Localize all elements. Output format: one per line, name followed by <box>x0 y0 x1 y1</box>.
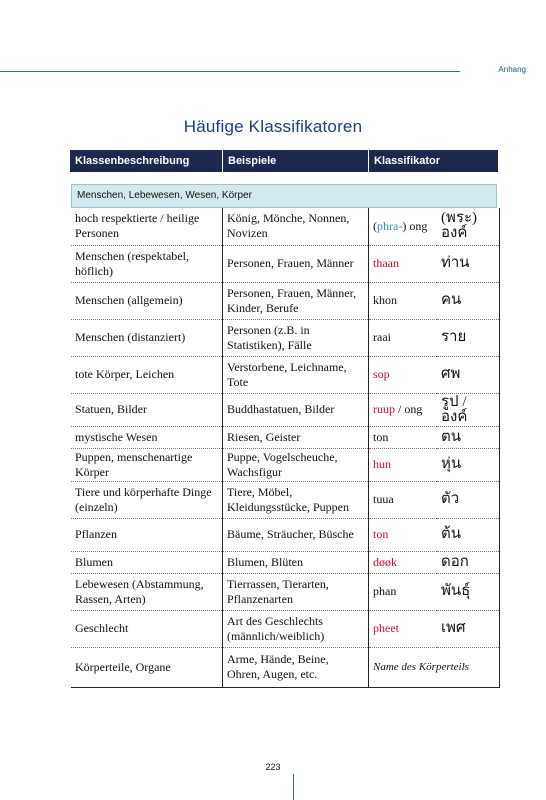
classifier-note: Name des Körperteils <box>369 647 500 687</box>
table-row <box>71 573 500 610</box>
classifier-thai: เพศ <box>437 610 500 647</box>
classifier-table <box>71 208 500 688</box>
page-title: Häufige Klassifikatoren <box>183 117 363 136</box>
examples: Riesen, Geister <box>223 426 369 448</box>
class-description: mystische Wesen <box>71 426 223 448</box>
class-description: tote Körper, Leichen <box>71 356 223 393</box>
classifier-thai: ท่าน <box>437 245 500 282</box>
examples: König, Mönche, Nonnen, Novizen <box>223 208 369 245</box>
table-row <box>71 647 500 687</box>
classifier-thai: ตน <box>437 426 500 448</box>
classifier-thai: (พระ) องค์ <box>437 208 500 245</box>
classifier-thai: หุ่น <box>437 448 500 481</box>
classifier-transliteration <box>369 282 438 319</box>
examples: Buddhastatuen, Bilder <box>223 393 369 426</box>
transliteration-part: ruup <box>373 402 395 416</box>
transliteration-part: hun <box>373 457 391 471</box>
section-heading: Menschen, Lebewesen, Wesen, Körper <box>71 184 497 208</box>
header-rule <box>0 71 460 72</box>
classifier-thai: ศพ <box>437 356 500 393</box>
classifier-thai: คน <box>437 282 500 319</box>
classifier-transliteration <box>369 551 438 573</box>
class-description: Menschen (distanziert) <box>71 319 223 356</box>
table-row <box>71 319 500 356</box>
classifier-transliteration <box>369 319 438 356</box>
class-description: Körperteile, Organe <box>71 647 223 687</box>
classifier-transliteration <box>369 208 438 245</box>
table-row <box>71 448 500 481</box>
classifier-transliteration <box>369 573 438 610</box>
classifier-thai: พันธุ์ <box>437 573 500 610</box>
classifier-thai: ดอก <box>437 551 500 573</box>
examples: Blumen, Blüten <box>223 551 369 573</box>
examples: Tiere, Möbel, Kleidungsstücke, Puppen <box>223 481 369 518</box>
class-description: Lebewesen (Abstammung, Rassen, Arten) <box>71 573 223 610</box>
footer-rule <box>293 774 294 800</box>
section-label: Anhang <box>498 65 526 74</box>
class-description: hoch respektierte / heilige Personen <box>71 208 223 245</box>
class-description: Geschlecht <box>71 610 223 647</box>
classifier-thai: ตัว <box>437 481 500 518</box>
class-description: Menschen (respektabel, höflich) <box>71 245 223 282</box>
transliteration-part: pheet <box>373 621 399 635</box>
table-row <box>71 610 500 647</box>
classifier-transliteration <box>369 610 438 647</box>
transliteration-part: phra- <box>377 218 403 233</box>
classifier-thai: รูป / องค์ <box>437 393 500 426</box>
page-number: 223 <box>265 762 281 772</box>
class-description: Tiere und körperhafte Dinge (einzeln) <box>71 481 223 518</box>
transliteration-part: raai <box>373 330 391 344</box>
transliteration-part: døøk <box>373 554 397 569</box>
classifier-transliteration <box>369 448 438 481</box>
transliteration-part: tuua <box>373 492 394 506</box>
examples: Personen, Frauen, Männer, Kinder, Berufe <box>223 282 369 319</box>
table-header <box>70 150 498 172</box>
transliteration-part: ton <box>373 429 389 444</box>
table-row <box>71 245 500 282</box>
examples: Personen (z.B. in Statistiken), Fälle <box>223 319 369 356</box>
class-description: Blumen <box>71 551 223 573</box>
transliteration-part: ( <box>373 218 377 233</box>
examples: Art des Geschlechts (männlich/weiblich) <box>223 610 369 647</box>
examples: Tierrassen, Tierarten, Pflanzenarten <box>223 573 369 610</box>
column-header: Klassenbeschreibung <box>75 155 190 167</box>
transliteration-part: ) ong <box>402 218 428 233</box>
classifier-transliteration <box>369 481 438 518</box>
table-row <box>71 481 500 518</box>
transliteration-part: khon <box>373 293 397 307</box>
transliteration-part: phan <box>373 584 397 598</box>
examples: Verstorbene, Leichname, Tote <box>223 356 369 393</box>
table-row <box>71 282 500 319</box>
transliteration-part: sop <box>373 367 390 381</box>
classifier-transliteration <box>369 245 438 282</box>
table-row <box>71 518 500 551</box>
table-row <box>71 208 500 245</box>
examples: Personen, Frauen, Männer <box>223 245 369 282</box>
column-header: Beispiele <box>222 150 368 172</box>
transliteration-part: thaan <box>373 256 399 270</box>
examples: Puppe, Vogelscheuche, Wachsfigur <box>223 448 369 481</box>
class-description: Pflanzen <box>71 518 223 551</box>
classifier-thai: ต้น <box>437 518 500 551</box>
classifier-thai: ราย <box>437 319 500 356</box>
class-description: Menschen (allgemein) <box>71 282 223 319</box>
transliteration-part: ton <box>373 527 389 541</box>
classifier-transliteration <box>369 393 438 426</box>
transliteration-part: / ong <box>395 402 423 416</box>
table-row <box>71 551 500 573</box>
table-row <box>71 356 500 393</box>
examples: Bäume, Sträucher, Büsche <box>223 518 369 551</box>
classifier-transliteration <box>369 356 438 393</box>
examples: Arme, Hände, Beine, Ohren, Augen, etc. <box>223 647 369 687</box>
table-row <box>71 426 500 448</box>
class-description: Statuen, Bilder <box>71 393 223 426</box>
column-header: Klassifikator <box>368 150 498 172</box>
table-row <box>71 393 500 426</box>
classifier-transliteration <box>369 518 438 551</box>
class-description: Puppen, menschenartige Körper <box>71 448 223 481</box>
classifier-transliteration <box>369 426 438 448</box>
